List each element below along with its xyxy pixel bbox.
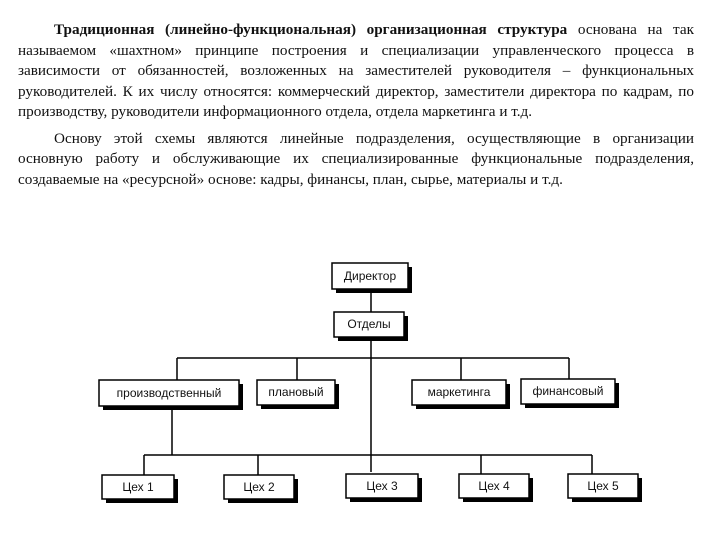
paragraph-1-rest: основана на так называемом «шахтном» принципе построения и специализации управленческого процесса в зависимости от обязанностей, возложенных на заместителей руководителя – функциональных руководителей. К их числу относятся: коммерческий директор, заместители директора по кадрам, по производству, руководители информационного отдела, отдела маркетинга и т.д. xyxy=(18,21,694,120)
departments-box xyxy=(334,312,408,341)
workshop-label-1: Цех 1 xyxy=(122,480,154,495)
functional-unit-marketing xyxy=(412,380,510,409)
workshop-3 xyxy=(346,474,422,502)
paragraph-1-bold: Традиционная (линейно-функциональная) организационная структура xyxy=(54,21,568,38)
workshop-1 xyxy=(102,475,178,503)
functional-unit-planning xyxy=(257,380,339,409)
workshop-5 xyxy=(568,474,642,502)
functional-label-production: производственный xyxy=(116,386,222,401)
functional-unit-production xyxy=(99,380,243,410)
functional-label-finance: финансовый xyxy=(532,384,604,399)
workshop-4 xyxy=(459,474,533,502)
workshop-2 xyxy=(224,475,298,503)
workshop-label-5: Цех 5 xyxy=(587,479,619,494)
paragraph-2: Основу этой схемы являются линейные подразделения, осуществляющие в организации основную работу и обслуживающие их специализированные функциональные подразделения, создаваемые на «ресурсной» основе: кадры, финансы, план, сырье, материалы и т.д. xyxy=(18,129,694,188)
workshop-label-3: Цех 3 xyxy=(366,479,398,494)
director-label: Директор xyxy=(343,269,397,284)
director-box xyxy=(332,263,412,293)
workshop-label-4: Цех 4 xyxy=(478,479,510,494)
workshop-label-2: Цех 2 xyxy=(243,480,275,495)
functional-label-marketing: маркетинга xyxy=(427,385,491,400)
departments-label: Отделы xyxy=(347,317,391,332)
functional-label-planning: плановый xyxy=(268,385,324,400)
functional-unit-finance xyxy=(521,379,619,408)
